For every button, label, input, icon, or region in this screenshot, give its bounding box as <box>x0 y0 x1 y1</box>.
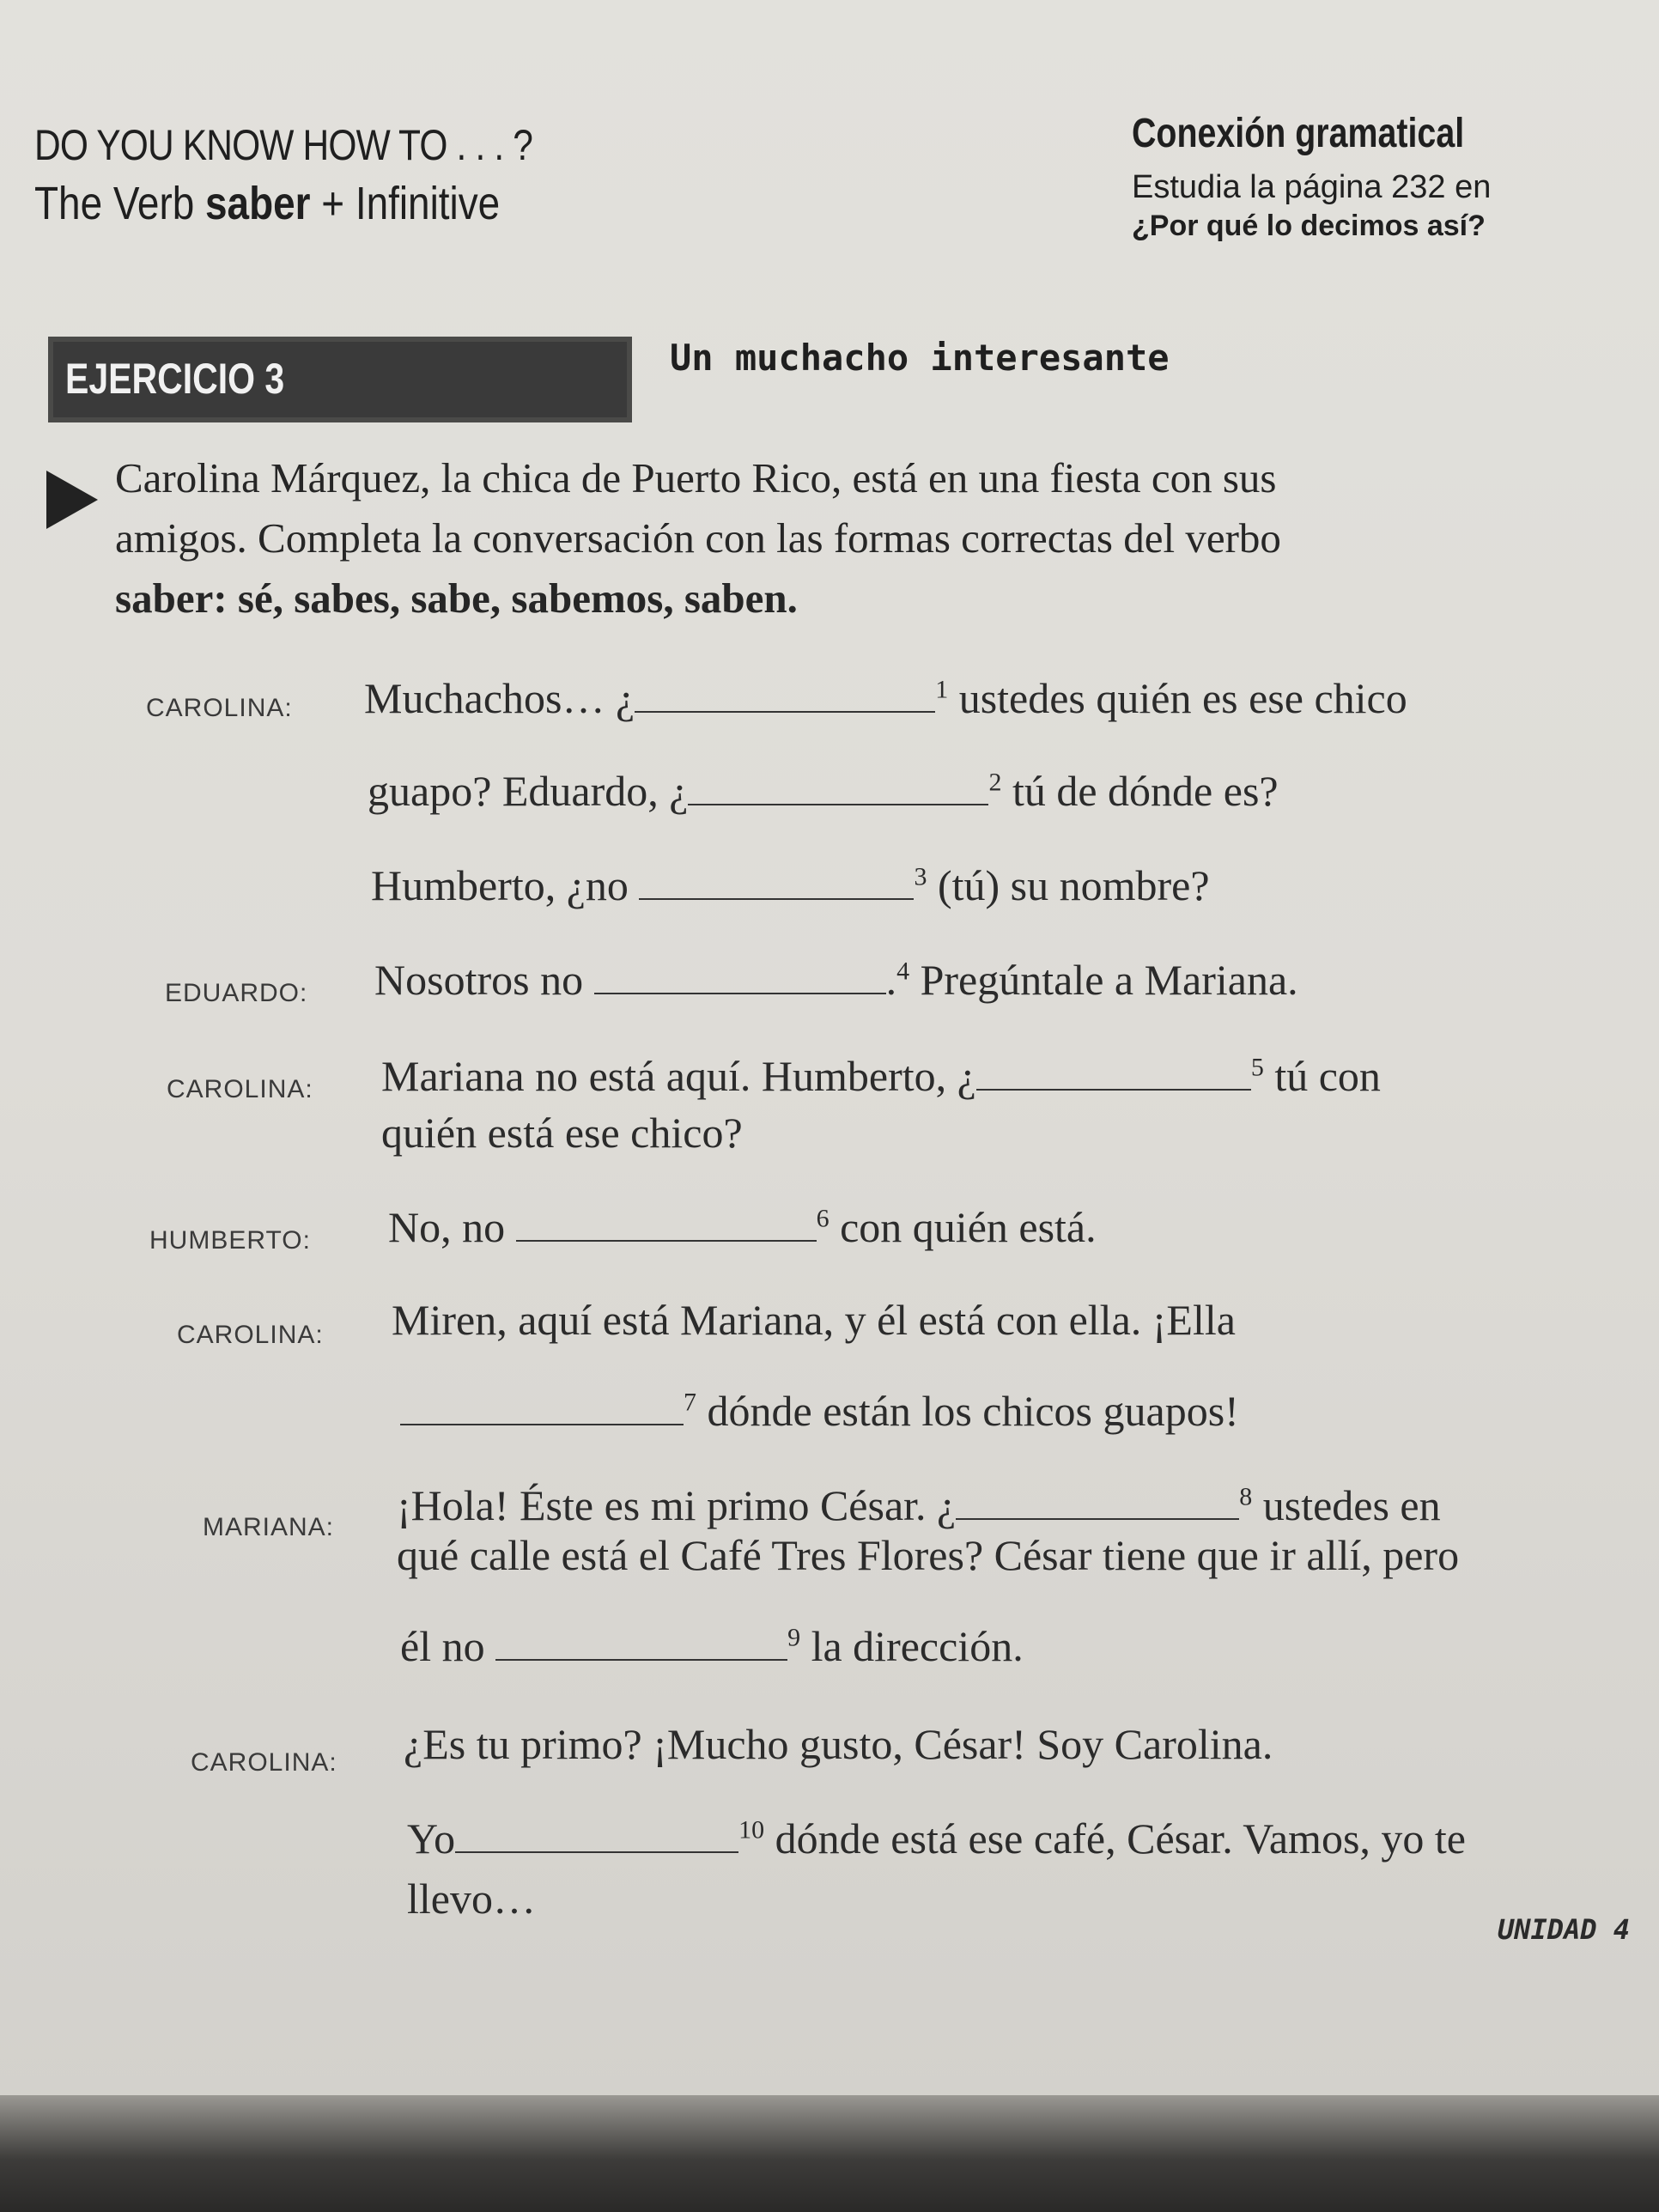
triangle-arrow-icon <box>46 471 98 529</box>
speaker-label: HUMBERTO: <box>149 1226 311 1255</box>
speaker-label: EDUARDO: <box>165 979 308 1007</box>
dialogue-text: ustedes quién es ese chico <box>948 674 1407 722</box>
speaker-label: CAROLINA: <box>191 1748 337 1777</box>
answer-blank-7[interactable] <box>400 1423 684 1425</box>
dialogue-text: Muchachos… ¿ <box>364 674 635 722</box>
page-bottom-shadow <box>0 2095 1659 2212</box>
blank-number: 4 <box>896 957 910 986</box>
dialogue-line: Nosotros no .$^4$ Pregúntale a Mariana. <box>374 956 1298 1004</box>
dialogue-text: dónde están los chicos guapos! <box>696 1387 1239 1435</box>
dialogue-line <box>388 1202 1097 1252</box>
dialogue-text: Yo <box>407 1814 456 1863</box>
instructions-line: amigos. Completa la conversación con las formas correctas del verbo <box>115 514 1281 562</box>
answer-blank-4[interactable] <box>594 992 886 994</box>
section-subtitle <box>34 177 532 230</box>
dialogue-line: quién está ese chico? <box>381 1109 743 1157</box>
subtitle-verb: saber <box>205 178 311 229</box>
dialogue-line <box>368 766 1279 816</box>
dialogue-text: (tú) su nombre? <box>927 861 1210 909</box>
dialogue-line <box>371 860 1210 910</box>
dialogue-text: ¡Hola! Éste es mi primo César. ¿ <box>397 1481 957 1529</box>
dialogue-text: Humberto, ¿no <box>371 861 640 909</box>
section-title: DO YOU KNOW HOW TO . . . ? <box>34 121 533 169</box>
grammar-connection-ref: Estudia la página 232 en <box>1132 169 1492 205</box>
dialogue-line <box>381 1051 1381 1101</box>
grammar-connection-book: ¿Por qué lo decimos así? <box>1132 210 1486 242</box>
dialogue-text: tú con <box>1263 1052 1381 1100</box>
dialogue-text: tú de dónde es? <box>1001 767 1279 815</box>
dialogue-line <box>400 1386 1239 1436</box>
dialogue-text: Pregúntale a Mariana. <box>909 956 1298 1004</box>
dialogue-text: Nosotros no <box>374 956 594 1004</box>
blank-number: 5 <box>1250 1053 1264 1082</box>
answer-blank-10[interactable] <box>455 1850 738 1853</box>
unit-label: UNIDAD 4 <box>1498 1913 1631 1946</box>
exercise-label-bar <box>48 337 632 422</box>
dialogue-line: Miren, aquí está Mariana, y él está con ella. ¡Ella <box>392 1296 1236 1344</box>
blank-number: 3 <box>914 862 927 891</box>
grammar-connection <box>1132 110 1537 243</box>
answer-blank-8[interactable] <box>956 1517 1239 1520</box>
blank-number: 10 <box>738 1815 765 1844</box>
answer-blank-6[interactable] <box>516 1239 817 1242</box>
dialogue-text: dónde está ese café, César. Vamos, yo te <box>764 1814 1466 1863</box>
dialogue-line <box>397 1480 1441 1530</box>
subtitle-text-end: + Infinitive <box>310 178 501 229</box>
dialogue-text: Mariana no está aquí. Humberto, ¿ <box>381 1052 976 1100</box>
exercise-label: EJERCICIO 3 <box>65 355 285 403</box>
dialogue-line <box>364 673 1407 723</box>
dialogue-line: llevo… <box>407 1875 536 1923</box>
dialogue-text: con quién está. <box>829 1203 1097 1251</box>
answer-blank-5[interactable] <box>976 1088 1251 1091</box>
dialogue-text: guapo? Eduardo, ¿ <box>368 767 689 815</box>
dialogue-text: ustedes en <box>1252 1481 1441 1529</box>
speaker-label: MARIANA: <box>203 1513 335 1541</box>
dialogue-text: la dirección. <box>800 1622 1024 1670</box>
exercise-title: Un muchacho interesante <box>670 337 1170 379</box>
instructions-line: Carolina Márquez, la chica de Puerto Rico, está en una fiesta con sus <box>115 454 1277 501</box>
blank-number: 6 <box>816 1204 830 1233</box>
dialogue-line: qué calle está el Café Tres Flores? César tiene que ir allí, pero <box>397 1531 1460 1579</box>
blank-number: 8 <box>1239 1482 1253 1511</box>
blank-number: 2 <box>988 768 1002 797</box>
blank-number: 9 <box>787 1623 801 1652</box>
instructions-line: saber: sé, sabes, sabe, sabemos, saben. <box>115 574 798 622</box>
section-header <box>34 120 620 230</box>
answer-blank-9[interactable] <box>495 1658 787 1661</box>
dialogue-line <box>400 1621 1024 1671</box>
speaker-label: CAROLINA: <box>146 694 293 722</box>
exercise-instructions <box>115 448 1558 629</box>
answer-blank-2[interactable] <box>688 803 988 805</box>
blank-number: 7 <box>684 1388 696 1417</box>
dialogue-line <box>407 1814 1466 1863</box>
grammar-connection-title: Conexión gramatical <box>1132 111 1465 156</box>
answer-blank-3[interactable] <box>639 897 914 900</box>
subtitle-text: The Verb <box>34 178 206 229</box>
dialogue-text: él no <box>400 1622 496 1670</box>
speaker-label: CAROLINA: <box>177 1321 324 1349</box>
dialogue-text: No, no <box>388 1203 516 1251</box>
speaker-label: CAROLINA: <box>167 1075 313 1103</box>
answer-blank-1[interactable] <box>635 710 935 713</box>
blank-number: 1 <box>935 675 949 704</box>
dialogue-line: ¿Es tu primo? ¡Mucho gusto, César! Soy Carolina. <box>404 1720 1273 1768</box>
